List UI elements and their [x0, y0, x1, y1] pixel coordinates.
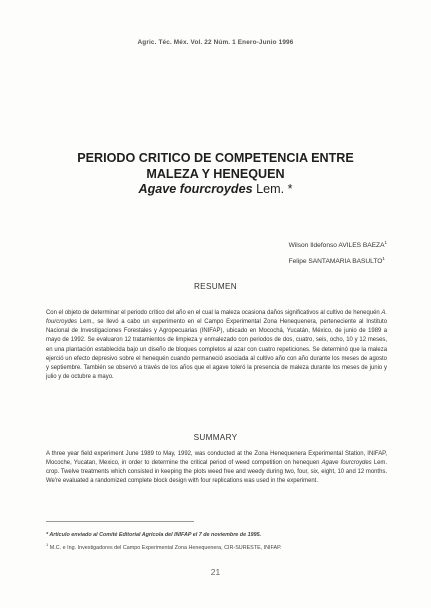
author-affiliation-mark: 1 — [382, 256, 385, 262]
title-line-1: PERIODO CRITICO DE COMPETENCIA ENTRE — [77, 151, 354, 165]
summary-text-end: Lem. crop. Twelve treatments which consisted in keeping the plots weed free and weedy during two, four, six, eight, 10 and 12 months. We're evaluated a randomized complete block design with four replications was used in the experiment. — [46, 460, 387, 485]
footnote-mark: 1 — [46, 542, 49, 547]
resumen-heading: RESUMEN — [193, 282, 238, 291]
author-name: Felipe SANTAMARIA BASULTO — [288, 258, 383, 266]
summary-paragraph — [46, 450, 387, 487]
footnote-submission: * Artículo enviado al Comité Editorial Agrícola del INIFAP el 7 de noviembre de 1995. — [46, 532, 262, 538]
resumen-text-start: Con el objeto de determinar el periodo crítico del año en el cual la maleza ocasiona daños significativos al cultivo de henequén — [46, 310, 382, 316]
journal-header: Agric. Téc. Méx. Vol. 22 Núm. 1 Enero-Junio 1996 — [137, 39, 294, 46]
author-1 — [289, 236, 387, 252]
page-number: 21 — [210, 567, 221, 577]
article-title — [20, 151, 411, 198]
author-name: Wilson Ildefonso AVILES BAEZA — [288, 242, 385, 250]
title-footnote-marker: * — [284, 182, 293, 196]
footnote-affiliation — [46, 541, 396, 552]
author-affiliation-mark: 1 — [384, 240, 387, 245]
resumen-text-end: Lem., se llevó a cabo un experimento en el Campo Experimental Zona Henequenera, perteneciente al Instituto Nacional de Investigaciones Forestales y Agropecuarias (INIFAP), ubicado en Mocochá, Yucatán, México, de junio de 1989 a mayo de 1992. Se evaluaron 12 tratamientos de limpieza y enmalezado con periodos de dos, cuatro, seis, ocho, 10 y 12 meses, en una plantación establecida bajo un diseño de bloques completos al azar con cuatro repeticiones. Se determinó que la maleza ejerció un efecto depresivo sobre el henequén cuando permaneció asociada al cultivo año con año durante los meses de agosto y septiembre. También se observó a través de los años que el agave toleró la presencia de maleza durante los meses de junio y julio y de octubre a mayo. — [46, 319, 387, 381]
title-species-name: Agave fourcroydes — [138, 182, 253, 196]
author-list — [289, 236, 387, 268]
author-2 — [289, 252, 387, 268]
summary-heading: SUMMARY — [193, 433, 238, 442]
footnote-divider — [46, 521, 194, 522]
title-line-2: MALEZA Y HENEQUEN — [146, 166, 285, 181]
summary-species: Agave fourcroydes — [321, 460, 372, 467]
footnote-affiliation-text: M.C. e Ing. Investigadores del Campo Experimental Zona Henequenera, CIR-SURESTE, INIFAP. — [48, 544, 282, 551]
summary-text-start: A three year field experiment June 1989 to May, 1992, was conducted at the Zona Henequenera Experimental Station, INIFAP, Mocoche, Yucatan, Mexico, in order to determine the critical period of weed competition on henequen — [46, 451, 387, 467]
resumen-species: A. fourcroydes — [46, 310, 387, 326]
title-species-author: Lem. — [252, 182, 285, 196]
title-species — [20, 182, 411, 198]
resumen-paragraph — [46, 309, 387, 382]
